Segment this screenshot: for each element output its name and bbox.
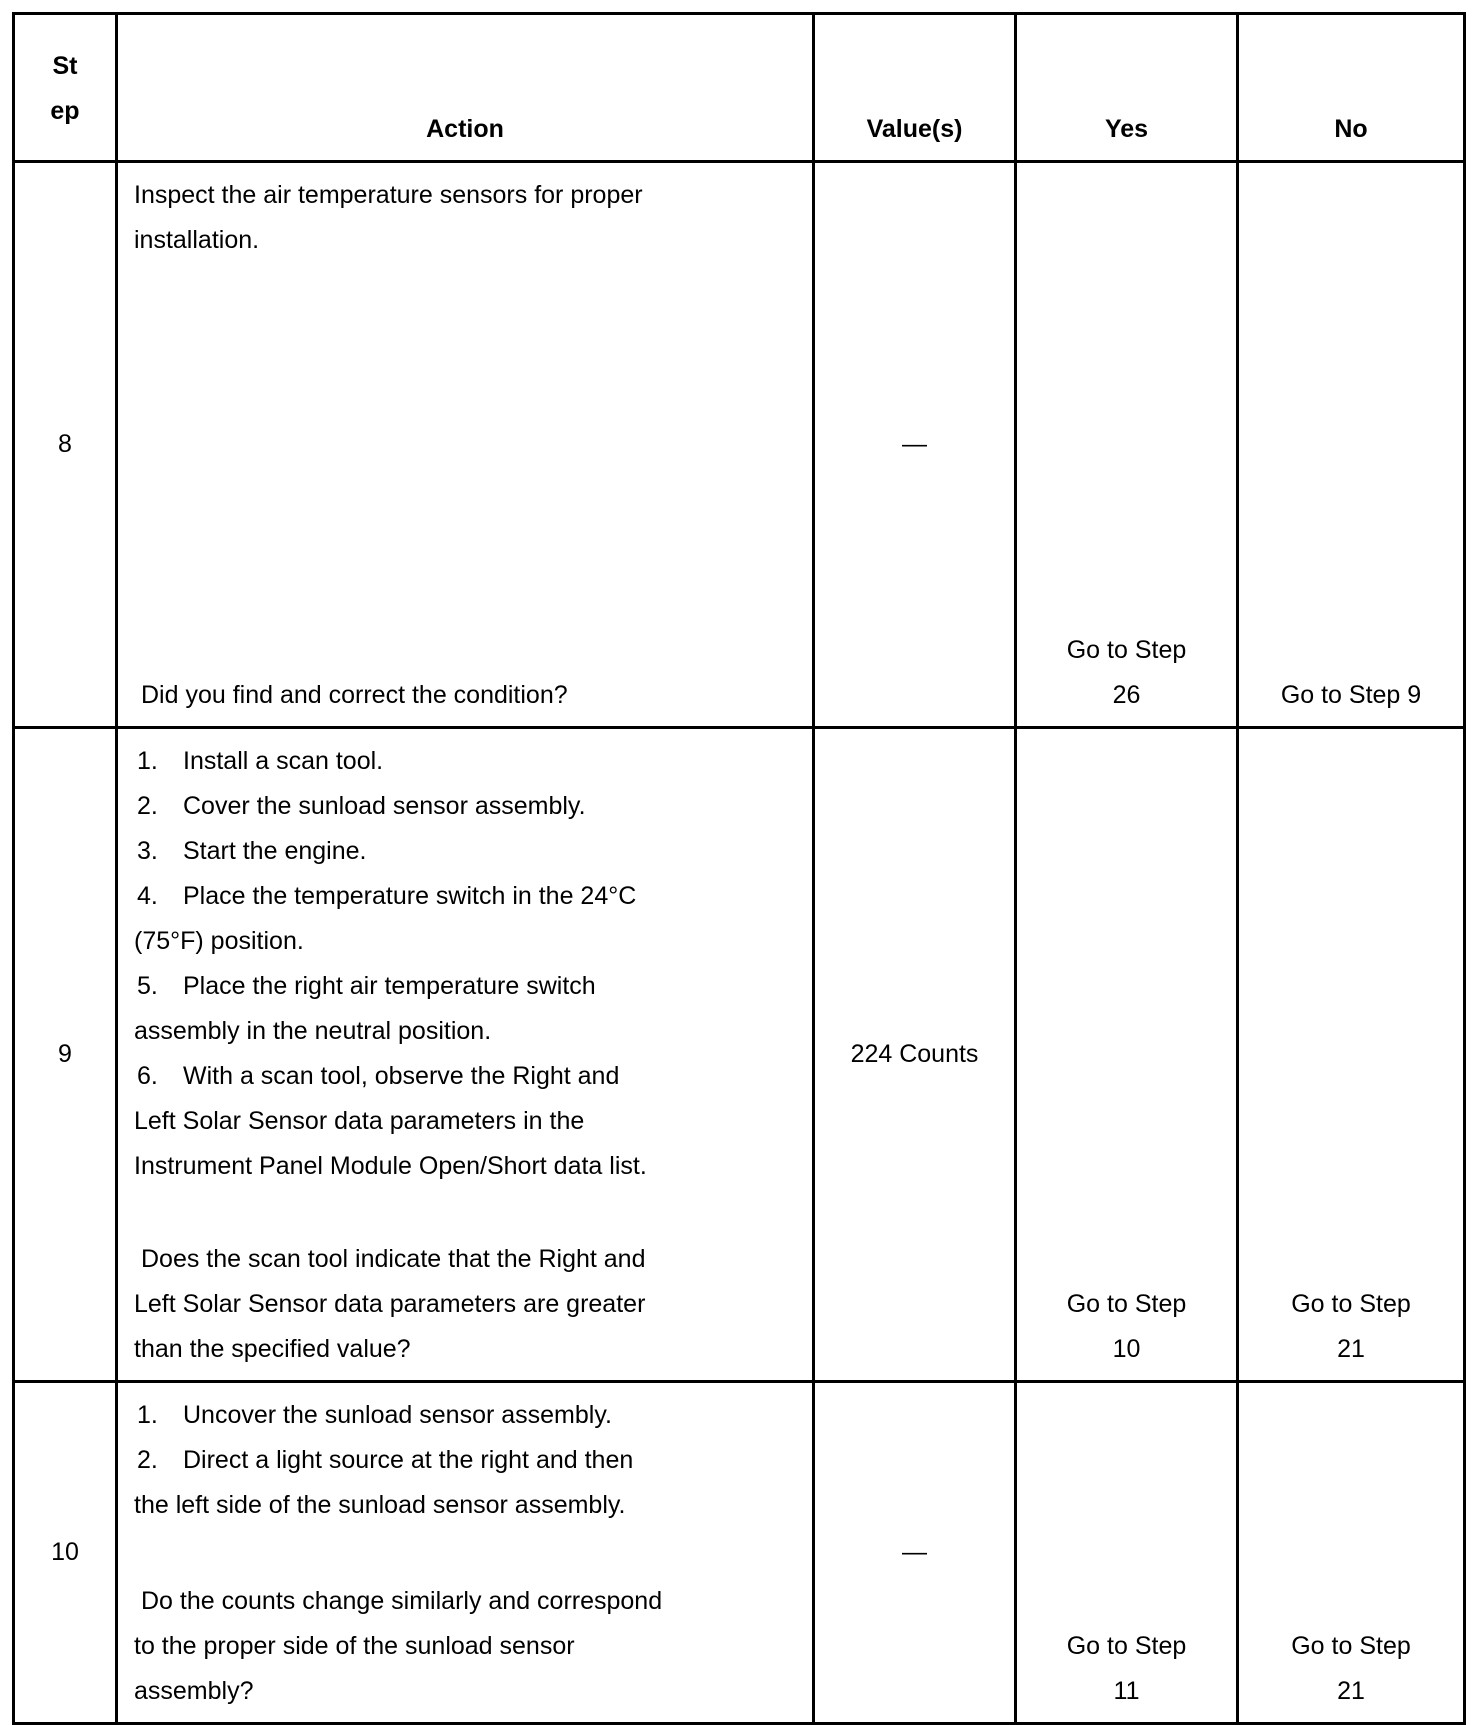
action-item: 2. Direct a light source at the right and then bbox=[137, 1446, 634, 1474]
action-item-cont: Instrument Panel Module Open/Short data list. bbox=[134, 1152, 647, 1180]
header-step-line1: St bbox=[52, 51, 78, 80]
yes-line: Go to Step bbox=[1066, 636, 1187, 664]
no-cell bbox=[1238, 1382, 1465, 1724]
no-cell bbox=[1238, 728, 1465, 1382]
yes-line: Go to Step bbox=[1066, 1632, 1187, 1660]
action-item: 3. Start the engine. bbox=[137, 837, 367, 865]
yes-line: 11 bbox=[1113, 1677, 1140, 1705]
no-line: Go to Step bbox=[1291, 1290, 1411, 1318]
yes-cell bbox=[1016, 728, 1238, 1382]
action-cell bbox=[117, 1382, 814, 1724]
no-cell bbox=[1238, 162, 1465, 728]
action-line: installation. bbox=[134, 226, 260, 254]
yes-cell bbox=[1016, 162, 1238, 728]
step-number: 10 bbox=[14, 1382, 117, 1724]
table-row-step-10 bbox=[14, 1382, 1465, 1724]
header-action: Action bbox=[117, 14, 814, 162]
question-line: Did you find and correct the condition? bbox=[141, 681, 568, 709]
yes-line: 26 bbox=[1112, 681, 1141, 709]
action-item-cont: the left side of the sunload sensor assembly. bbox=[134, 1491, 626, 1519]
value-cell: — bbox=[814, 1382, 1016, 1724]
yes-line: Go to Step bbox=[1066, 1290, 1187, 1318]
action-item: 6. With a scan tool, observe the Right and bbox=[137, 1062, 620, 1090]
action-item: 1. Uncover the sunload sensor assembly. bbox=[137, 1401, 612, 1429]
step-number: 9 bbox=[14, 728, 117, 1382]
yes-cell bbox=[1016, 1382, 1238, 1724]
value-cell: — bbox=[814, 162, 1016, 728]
action-item-cont: (75°F) position. bbox=[134, 927, 304, 955]
action-cell bbox=[117, 162, 814, 728]
table-row-step-8 bbox=[14, 162, 1465, 728]
no-line: Go to Step bbox=[1291, 1632, 1411, 1660]
action-item: 5. Place the right air temperature switch bbox=[137, 972, 596, 1000]
question-line: than the specified value? bbox=[134, 1335, 411, 1363]
action-item: 2. Cover the sunload sensor assembly. bbox=[137, 792, 586, 820]
header-step-line2: ep bbox=[50, 96, 80, 125]
yes-line: 10 bbox=[1112, 1335, 1141, 1363]
question-line: to the proper side of the sunload sensor bbox=[134, 1632, 575, 1660]
action-item: 1. Install a scan tool. bbox=[137, 747, 384, 775]
header-step bbox=[14, 14, 117, 162]
question-line: Left Solar Sensor data parameters are greater bbox=[134, 1290, 646, 1318]
action-cell bbox=[117, 728, 814, 1382]
action-item-cont: Left Solar Sensor data parameters in the bbox=[134, 1107, 585, 1135]
no-line: Go to Step 9 bbox=[1280, 681, 1422, 709]
action-item: 4. Place the temperature switch in the 24°C bbox=[137, 882, 637, 910]
table-row-step-9 bbox=[14, 728, 1465, 1382]
question-line: assembly? bbox=[134, 1677, 254, 1705]
action-item-cont: assembly in the neutral position. bbox=[134, 1017, 492, 1045]
question-line: Do the counts change similarly and correspond bbox=[141, 1587, 663, 1615]
header-no: No bbox=[1238, 14, 1465, 162]
header-yes: Yes bbox=[1016, 14, 1238, 162]
header-row bbox=[14, 14, 1465, 162]
no-line: 21 bbox=[1337, 1677, 1365, 1705]
step-number: 8 bbox=[14, 162, 117, 728]
diagnostic-table bbox=[12, 12, 1466, 1725]
value-cell: 224 Counts bbox=[814, 728, 1016, 1382]
header-values: Value(s) bbox=[814, 14, 1016, 162]
question-line: Does the scan tool indicate that the Right and bbox=[141, 1245, 646, 1273]
no-line: 21 bbox=[1337, 1335, 1365, 1363]
action-line: Inspect the air temperature sensors for proper bbox=[134, 181, 643, 209]
